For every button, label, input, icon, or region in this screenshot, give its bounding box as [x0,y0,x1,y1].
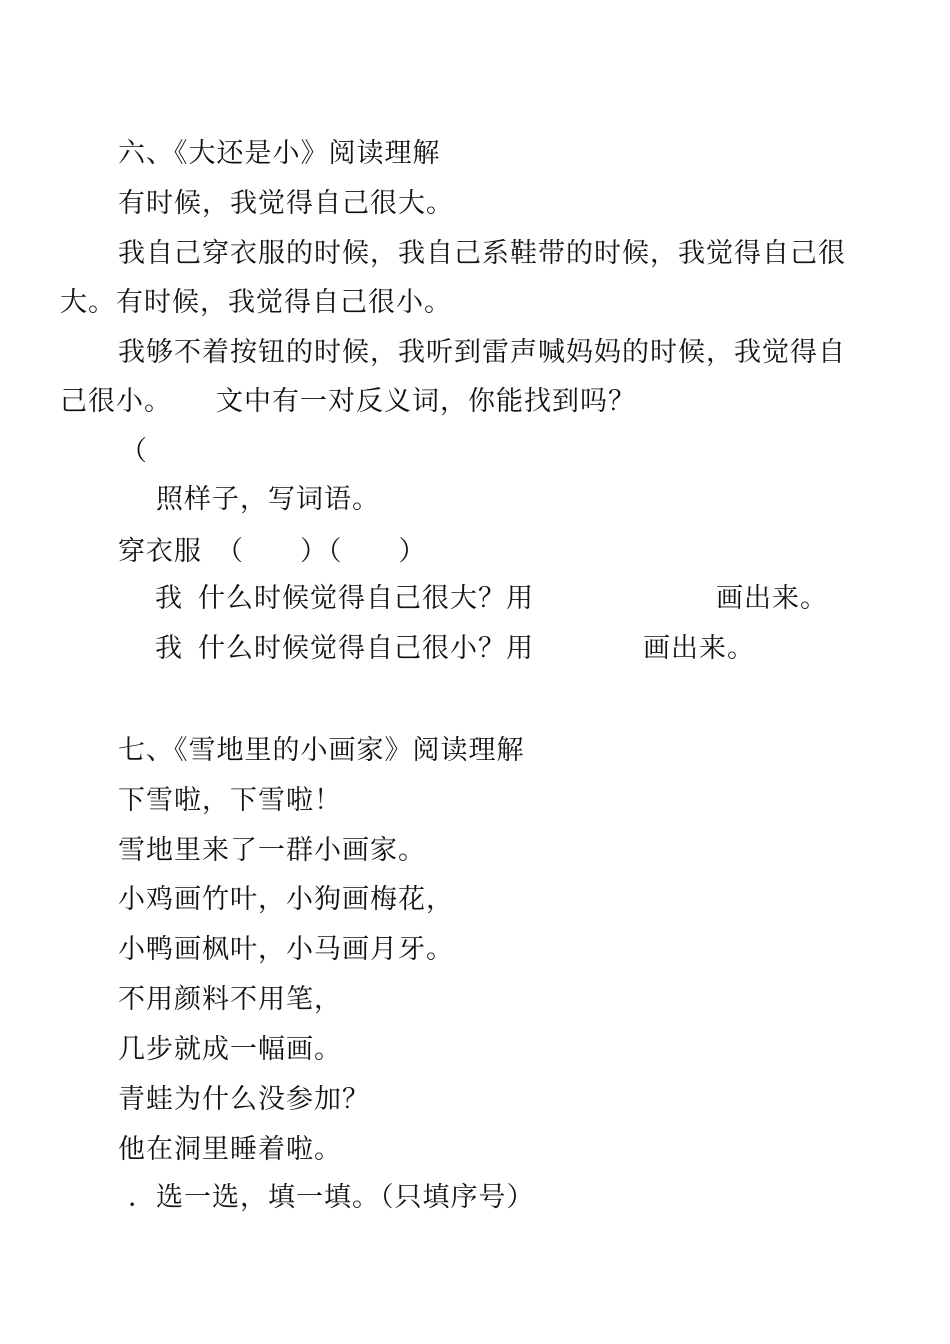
passage-line: 大。有时候，我觉得自己很小。 [60,287,452,318]
passage-line: 有时候，我觉得自己很大。 [118,188,454,219]
question-prefix: 我 [155,633,183,664]
question-small: 什么时候觉得自己很小？用 [198,633,534,664]
question-suffix: 画出来。 [643,633,755,664]
poem-line: 他在洞里睡着啦。 [118,1134,342,1165]
question-select-fill: ．选一选，填一填。（只填序号） [128,1182,535,1213]
passage-line: 我够不着按钮的时候，我听到雷声喊妈妈的时候，我觉得自 [118,337,846,368]
answer-blanks: （ ）（ ） [216,536,427,567]
poem-line: 青蛙为什么没参加？ [118,1084,370,1115]
question-write-words: 照样子，写词语。 [156,484,380,515]
poem-line: 雪地里来了一群小画家。 [118,835,426,866]
poem-line: 下雪啦，下雪啦！ [118,785,342,816]
poem-line: 几步就成一幅画。 [118,1034,342,1065]
example-word: 穿衣服 [118,536,202,567]
section-7-heading: 七、《雪地里的小画家》阅读理解 [118,735,525,766]
passage-line: 己很小。 [60,386,172,417]
answer-paren: （ [120,436,148,467]
question-antonym: 文中有一对反义词，你能找到吗？ [216,386,636,417]
poem-line: 小鸡画竹叶，小狗画梅花， [118,884,454,915]
section-6-heading: 六、《大还是小》阅读理解 [118,138,441,169]
poem-line: 不用颜料不用笔， [118,984,342,1015]
question-big: 什么时候觉得自己很大？用 [198,583,534,614]
question-prefix: 我 [155,583,183,614]
passage-line: 我自己穿衣服的时候，我自己系鞋带的时候，我觉得自己很 [118,238,846,269]
poem-line: 小鸭画枫叶，小马画月牙。 [118,934,454,965]
question-suffix: 画出来。 [716,583,828,614]
